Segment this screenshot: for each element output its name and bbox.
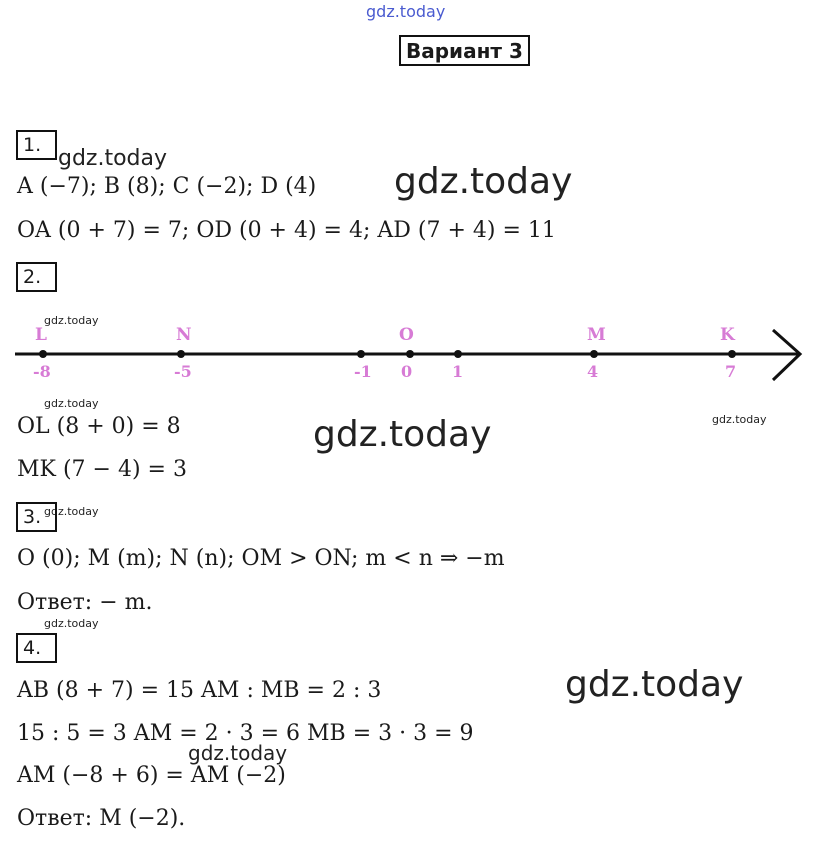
point-value-M: 4 xyxy=(587,362,599,381)
task-3-number: 3. xyxy=(16,502,57,532)
task-2-line-2: MK (7 − 4) = 3 xyxy=(17,457,187,482)
page-title: Вариант 3 xyxy=(399,35,530,66)
point-M xyxy=(590,350,598,358)
point-label-L: L xyxy=(35,325,47,345)
point-L xyxy=(39,350,47,358)
task-3-line-2: Ответ: − m. xyxy=(17,590,153,615)
task-4-line-1: AB (8 + 7) = 15 AM : MB = 2 : 3 xyxy=(17,678,382,703)
watermark-large: gdz.today xyxy=(565,664,744,705)
watermark-large: gdz.today xyxy=(313,414,492,455)
task-1-number: 1. xyxy=(16,130,57,160)
point-N xyxy=(177,350,185,358)
point-minus-1 xyxy=(357,350,365,358)
watermark: gdz.today xyxy=(188,741,288,765)
task-2-line-1: OL (8 + 0) = 8 xyxy=(17,414,181,439)
task-3-line-1: O (0); M (m); N (n); OM > ON; m < n ⇒ −m xyxy=(17,546,505,571)
watermark-small: gdz.today xyxy=(44,617,99,630)
watermark-small: gdz.today xyxy=(44,505,99,518)
task-4-number: 4. xyxy=(16,633,57,663)
point-value-K: 7 xyxy=(725,362,737,381)
watermark-large: gdz.today xyxy=(394,161,573,202)
point-label-M: M xyxy=(587,325,606,345)
point-label-K: K xyxy=(720,325,735,345)
point-value-L: -8 xyxy=(33,362,51,381)
point-value-minus-1: -1 xyxy=(354,362,372,381)
watermark-small: gdz.today xyxy=(44,314,99,327)
point-value-1: 1 xyxy=(452,362,464,381)
task-4-line-2: 15 : 5 = 3 AM = 2 · 3 = 6 MB = 3 · 3 = 9 xyxy=(17,721,474,746)
watermark-top: gdz.today xyxy=(366,2,446,21)
point-value-N: -5 xyxy=(174,362,192,381)
point-label-O: O xyxy=(399,325,414,345)
point-label-N: N xyxy=(176,325,192,345)
point-1 xyxy=(454,350,462,358)
task-1-line-1: A (−7); B (8); C (−2); D (4) xyxy=(17,174,317,199)
point-K xyxy=(728,350,736,358)
watermark-small: gdz.today xyxy=(712,413,767,426)
task-4-line-3: AM (−8 + 6) = AM (−2) xyxy=(17,763,286,788)
task-4-line-4: Ответ: M (−2). xyxy=(17,806,186,831)
task-1-line-2: OA (0 + 7) = 7; OD (0 + 4) = 4; AD (7 + 4) = 11 xyxy=(17,218,556,243)
task-2-number: 2. xyxy=(16,262,57,292)
point-O xyxy=(406,350,414,358)
point-value-O: 0 xyxy=(401,362,413,381)
watermark-small: gdz.today xyxy=(44,397,99,410)
watermark: gdz.today xyxy=(58,146,168,171)
